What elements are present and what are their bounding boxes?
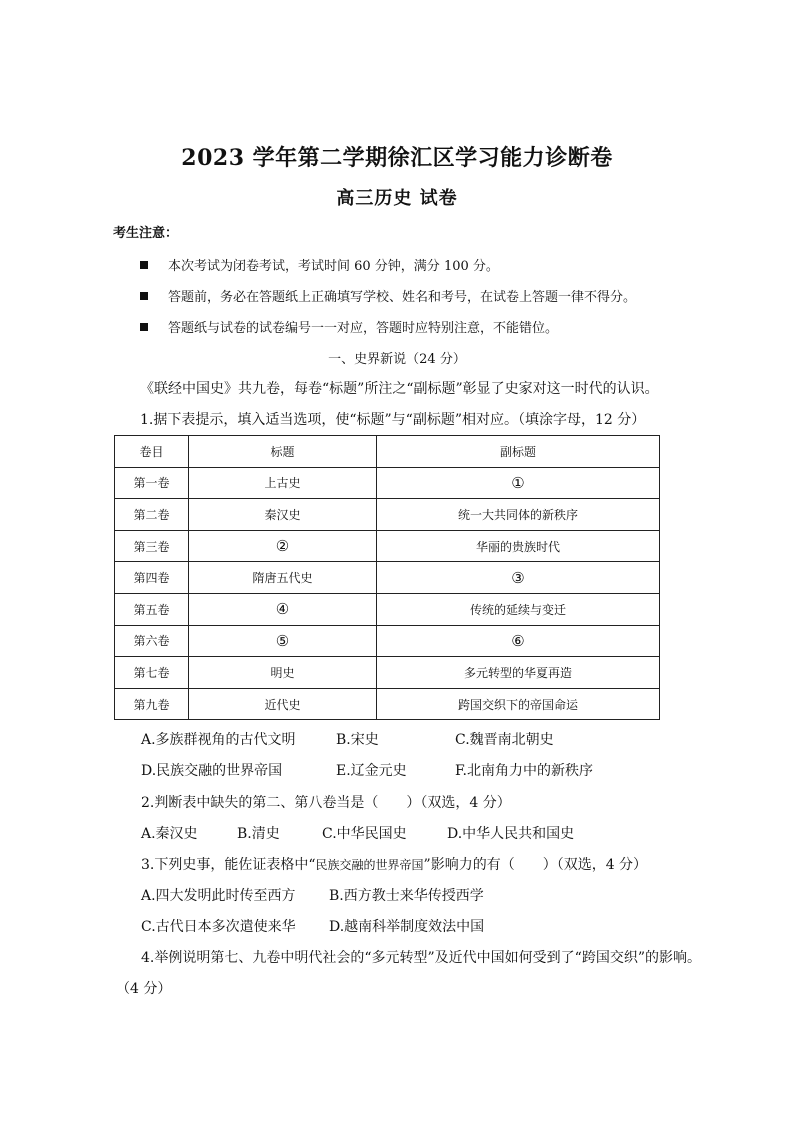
table-row <box>115 593 660 625</box>
table-row <box>115 688 660 720</box>
question-4-score: （4 分） <box>116 981 172 997</box>
table-header-row <box>115 436 660 468</box>
section-intro: 《联经中国史》共九卷，每卷“标题”所注之“副标题”彰显了史家对这一时代的认识。 <box>140 381 659 397</box>
table-cell: 隋唐五代史 <box>189 562 377 594</box>
table-cell: 第五卷 <box>115 593 189 625</box>
table-row <box>115 499 660 531</box>
table-cell: 跨国交织下的帝国命运 <box>377 688 660 720</box>
option-b: B.宋史 <box>336 732 379 748</box>
table-cell: 第二卷 <box>115 499 189 531</box>
table-cell: 华丽的贵族时代 <box>377 530 660 562</box>
answer-blank-5: ⑤ <box>189 625 377 657</box>
q2-option-b: B.清史 <box>237 826 280 842</box>
option-d: D.民族交融的世界帝国 <box>141 763 283 779</box>
table-cell: 第七卷 <box>115 657 189 689</box>
table-row <box>115 467 660 499</box>
answer-blank-6: ⑥ <box>377 625 660 657</box>
bullet-square-icon <box>140 323 148 331</box>
answer-blank-1: ① <box>377 467 660 499</box>
question-4: 4.举例说明第七、九卷中明代社会的“多元转型”及近代中国如何受到了“跨国交织”的影响。 <box>141 950 701 966</box>
notice-item <box>140 317 558 336</box>
section-heading: 一、史界新说（24 分） <box>328 352 466 367</box>
table-cell: 明史 <box>189 657 377 689</box>
notice-item-text: 本次考试为闭卷考试，考试时间 60 分钟，满分 100 分。 <box>168 259 499 274</box>
option-c: C.魏晋南北朝史 <box>455 732 554 748</box>
notice-item-text: 答题纸与试卷的试卷编号一一对应，答题时应特别注意，不能错位。 <box>168 321 559 336</box>
answer-blank-4: ④ <box>189 593 377 625</box>
notice-item <box>140 255 499 274</box>
table-cell: 第一卷 <box>115 467 189 499</box>
table-cell: 多元转型的华夏再造 <box>377 657 660 689</box>
notice-item <box>140 286 636 305</box>
exam-title: 2023 学年第二学期徐汇区学习能力诊断卷 <box>181 145 613 171</box>
table-row <box>115 530 660 562</box>
table-header-cell: 副标题 <box>377 436 660 468</box>
q3-option-d: D.越南科举制度效法中国 <box>329 919 485 935</box>
table-cell: 第四卷 <box>115 562 189 594</box>
answer-blank-3: ③ <box>377 562 660 594</box>
table-cell: 第六卷 <box>115 625 189 657</box>
table-header-cell: 卷目 <box>115 436 189 468</box>
notice-item-text: 答题前，务必在答题纸上正确填写学校、姓名和考号，在试卷上答题一律不得分。 <box>168 290 637 305</box>
table-row <box>115 657 660 689</box>
table-cell: 第九卷 <box>115 688 189 720</box>
table-cell: 传统的延续与变迁 <box>377 593 660 625</box>
q3-text-end: ”影响力的有（ ）（双选，4 分） <box>423 857 648 873</box>
table-cell: 第三卷 <box>115 530 189 562</box>
q2-option-d: D.中华人民共和国史 <box>447 826 575 842</box>
table-cell: 近代史 <box>189 688 377 720</box>
option-a: A.多族群视角的古代文明 <box>141 732 296 748</box>
table-cell: 上古史 <box>189 467 377 499</box>
q2-option-c: C.中华民国史 <box>322 826 407 842</box>
q3-text-start: 3.下列史事，能佐证表格中“ <box>141 857 316 873</box>
exam-subtitle: 高三历史 试卷 <box>336 188 458 209</box>
table-header-cell: 标题 <box>189 436 377 468</box>
table-cell: 秦汉史 <box>189 499 377 531</box>
q3-quoted-title: 民族交融的世界帝国 <box>315 858 424 872</box>
bullet-square-icon <box>140 261 148 269</box>
option-f: F.北南角力中的新秩序 <box>455 763 593 779</box>
question-1: 1.据下表提示，填入适当选项，使“标题”与“副标题”相对应。（填涂字母，12 分） <box>140 412 646 428</box>
q3-option-a: A.四大发明此时传至西方 <box>141 888 296 904</box>
q3-option-b: B.西方教士来华传授西学 <box>329 888 484 904</box>
table-row <box>115 625 660 657</box>
table-cell: 统一大共同体的新秩序 <box>377 499 660 531</box>
question-3 <box>141 854 647 874</box>
bullet-square-icon <box>140 292 148 300</box>
option-e: E.辽金元史 <box>336 763 407 779</box>
volume-table <box>114 435 660 720</box>
q2-option-a: A.秦汉史 <box>141 826 198 842</box>
question-2: 2.判断表中缺失的第二、第八卷当是（ ）（双选，4 分） <box>141 795 511 811</box>
answer-blank-2: ② <box>189 530 377 562</box>
q3-option-c: C.古代日本多次遣使来华 <box>141 919 296 935</box>
notice-heading: 考生注意： <box>113 226 179 241</box>
table-row <box>115 562 660 594</box>
